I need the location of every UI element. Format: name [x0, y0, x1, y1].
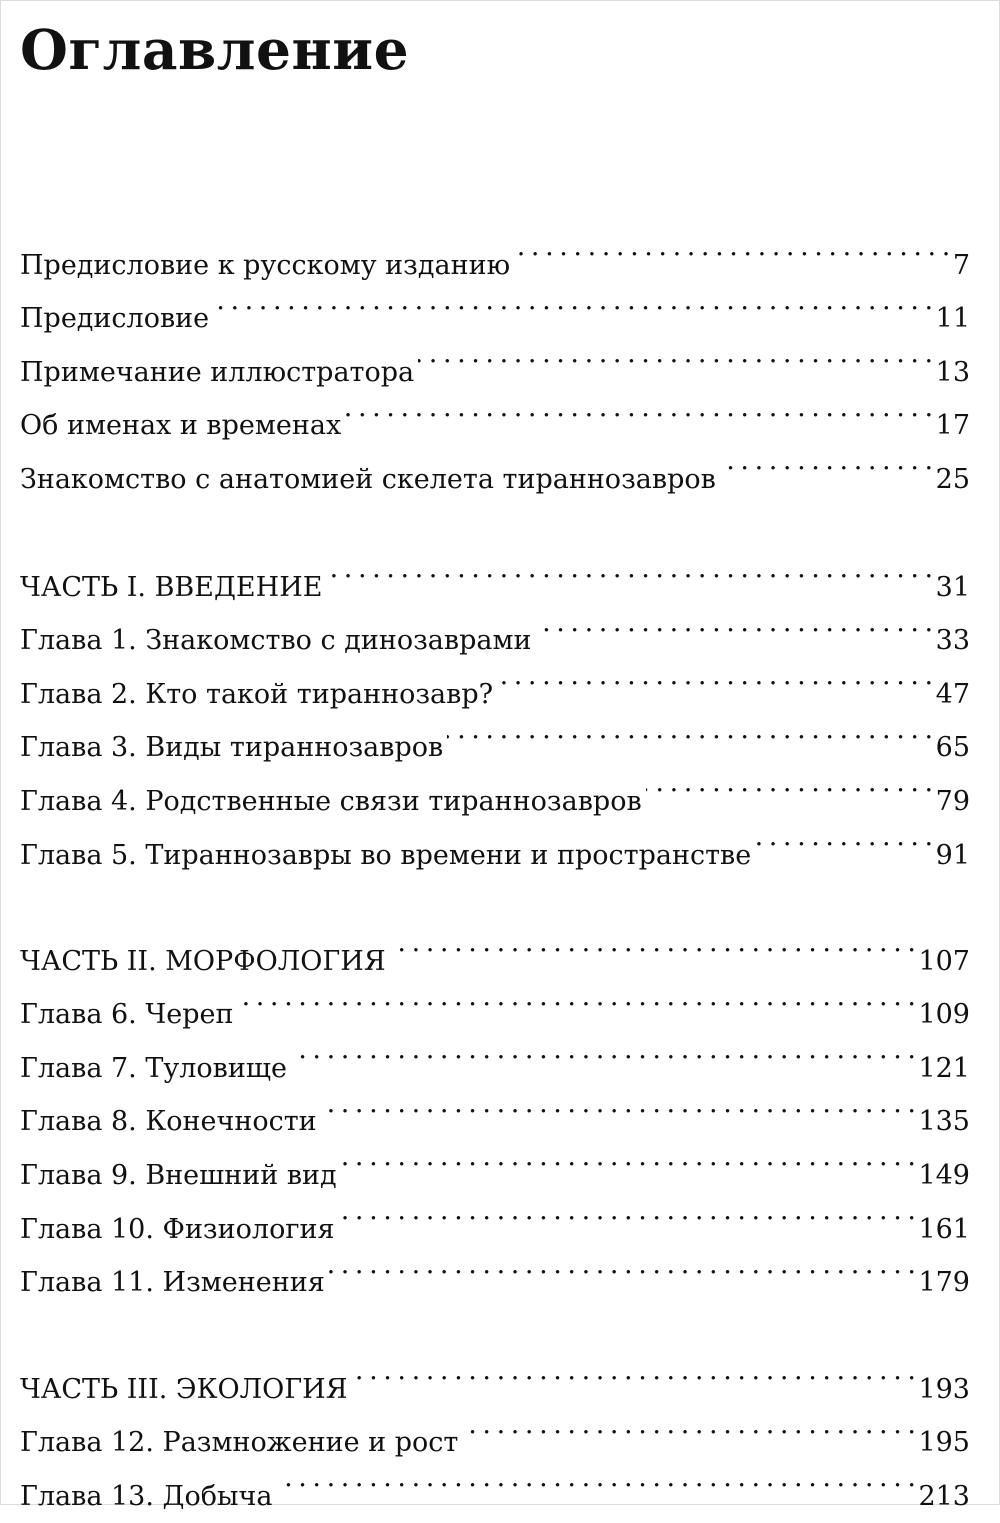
toc-group-front-matter	[20, 220, 970, 495]
toc-entry-title: Глава 4. Родственные связи тираннозавров	[20, 785, 642, 817]
toc-entry-page: 31	[935, 571, 970, 603]
toc-entry-page: 33	[935, 625, 970, 657]
toc-entry[interactable]	[20, 1344, 970, 1405]
dot-leader	[755, 810, 931, 864]
toc-entry-title: Глава 6. Череп	[20, 999, 234, 1031]
toc-entry-title: Глава 7. Туловище	[20, 1052, 287, 1084]
dot-leader	[329, 1238, 915, 1292]
dot-leader	[390, 916, 915, 970]
toc-entry-page: 109	[918, 999, 970, 1031]
toc-entry-page: 7	[952, 249, 970, 281]
dot-leader	[720, 434, 932, 488]
toc-entry-page: 25	[935, 463, 970, 495]
toc-entry-page: 107	[918, 945, 970, 977]
toc-entry-title: Глава 8. Конечности	[20, 1106, 317, 1138]
toc-entry-page: 17	[935, 410, 970, 442]
toc-entry-page: 79	[935, 785, 970, 817]
toc-entry[interactable]	[20, 916, 970, 977]
toc-entry-title: Предисловие	[20, 303, 210, 335]
toc-entry-title: Глава 10. Физиология	[20, 1213, 335, 1245]
dot-leader	[237, 970, 914, 1024]
toc-entry-page: 13	[935, 356, 970, 388]
toc-entry-page: 161	[918, 1213, 970, 1245]
toc-entry-title: Глава 3. Виды тираннозавров	[20, 732, 444, 764]
toc-entry-page: 91	[935, 839, 970, 871]
dot-leader	[339, 1184, 915, 1238]
toc-entry-title: Примечание иллюстратора	[20, 356, 415, 388]
toc-entry-page: 121	[918, 1052, 970, 1084]
dot-leader	[497, 649, 932, 703]
toc-entry-title: Глава 5. Тираннозавры во времени и пространстве	[20, 839, 752, 871]
toc-group-part-2	[20, 916, 970, 1299]
toc-entry-title: Предисловие к русскому изданию	[20, 249, 511, 281]
toc-entry-page: 213	[918, 1480, 970, 1512]
dot-leader	[341, 1130, 915, 1184]
toc-entry-title: Глава 1. Знакомство с динозаврами	[20, 625, 532, 657]
dot-leader	[352, 1344, 915, 1398]
page-title: Оглавление	[20, 17, 410, 82]
toc-entry-page: 149	[918, 1159, 970, 1191]
toc-entry-page: 47	[935, 678, 970, 710]
dot-leader	[345, 381, 931, 435]
toc-entry-page: 135	[918, 1106, 970, 1138]
dot-leader	[514, 220, 949, 274]
toc-group-part-3	[20, 1344, 970, 1512]
dot-leader	[462, 1398, 914, 1452]
toc-entry-title: Глава 11. Изменения	[20, 1267, 325, 1299]
dot-leader	[321, 1077, 915, 1131]
dot-leader	[276, 1451, 914, 1505]
toc-entry-title: ЧАСТЬ II. МОРФОЛОГИЯ	[20, 945, 386, 977]
dot-leader	[213, 274, 932, 328]
dot-leader	[326, 542, 931, 596]
toc-entry-title: Об именах и временах	[20, 410, 342, 442]
dot-leader	[418, 327, 932, 381]
toc-entry[interactable]	[20, 220, 970, 281]
toc-group-part-1	[20, 542, 970, 871]
toc-entry-title: Знакомство с анатомией скелета тираннозавров	[20, 463, 716, 495]
toc-entry-title: ЧАСТЬ I. ВВЕДЕНИЕ	[20, 571, 323, 603]
toc-entry[interactable]	[20, 542, 970, 603]
toc-entry-page: 193	[918, 1373, 970, 1405]
toc-entry-page: 11	[935, 303, 970, 335]
toc-entry-title: ЧАСТЬ III. ЭКОЛОГИЯ	[20, 1373, 348, 1405]
toc-entry-title: Глава 9. Внешний вид	[20, 1159, 337, 1191]
toc-entry-title: Глава 2. Кто такой тираннозавр?	[20, 678, 494, 710]
toc-entry-title: Глава 13. Добыча	[20, 1480, 273, 1512]
dot-leader	[535, 596, 931, 650]
toc-entry-page: 195	[918, 1427, 970, 1459]
toc-entry-title: Глава 12. Размножение и рост	[20, 1427, 459, 1459]
dot-leader	[447, 703, 931, 757]
toc-entry-page: 65	[935, 732, 970, 764]
toc-entry-page: 179	[918, 1267, 970, 1299]
dot-leader	[291, 1023, 915, 1077]
dot-leader	[646, 756, 932, 810]
